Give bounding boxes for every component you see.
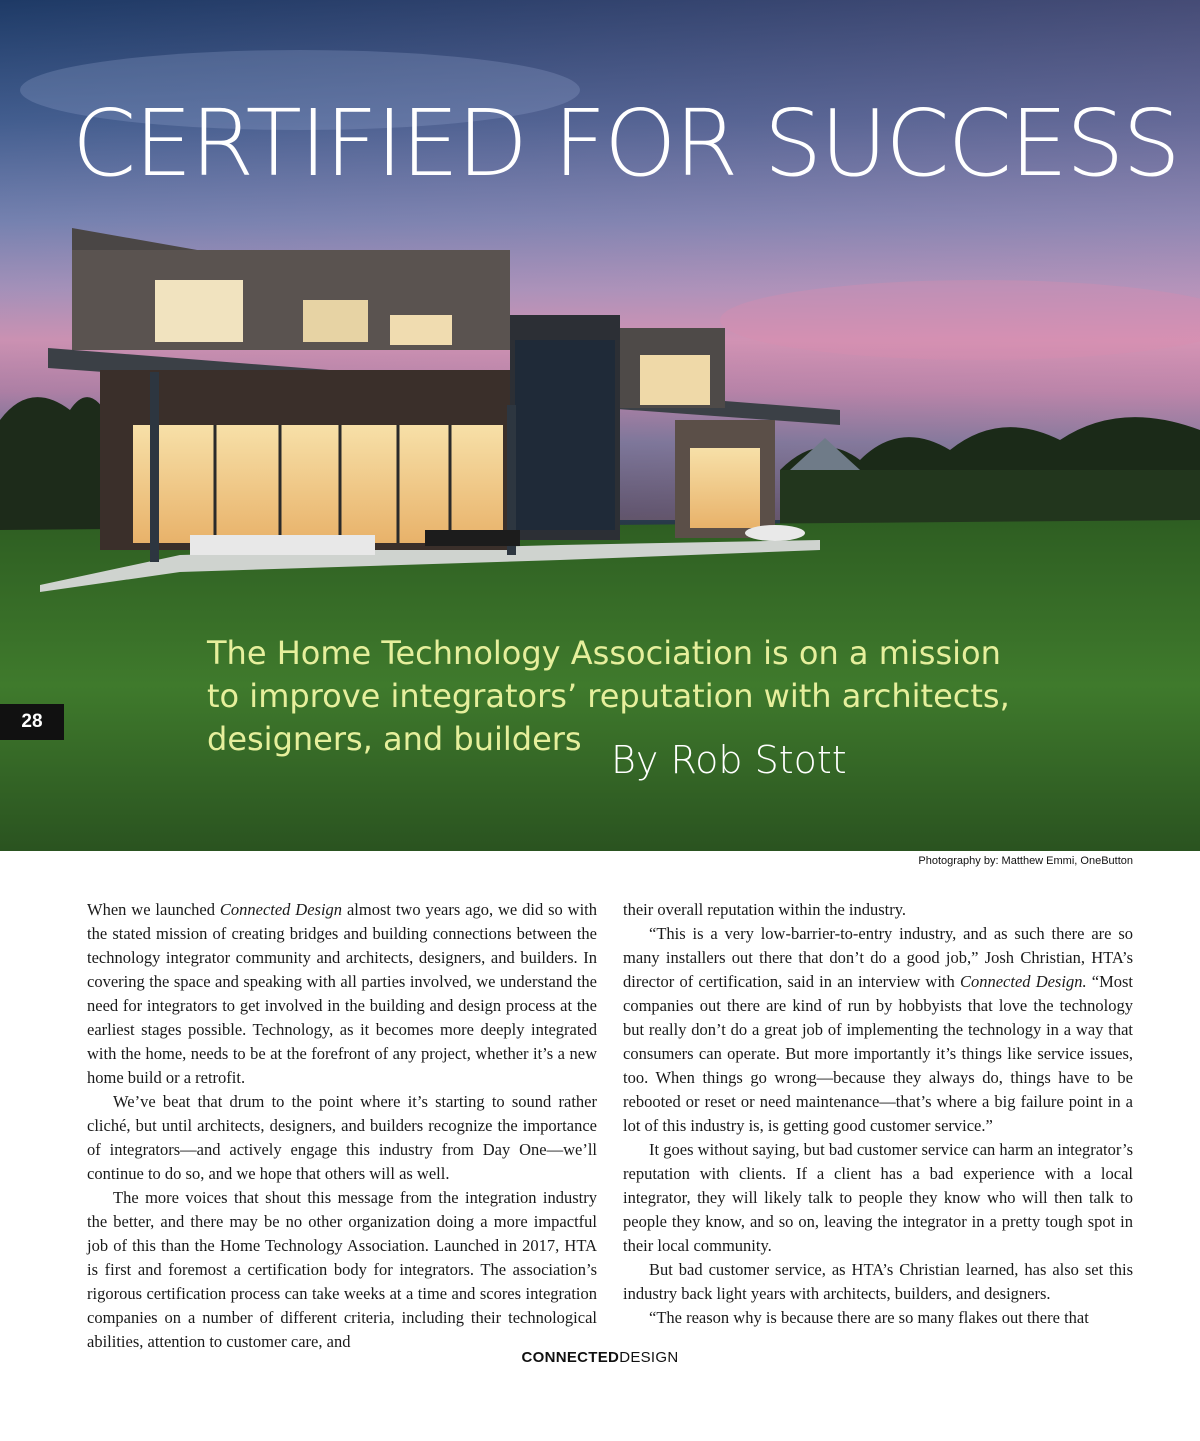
headline: CERTIFIED FOR SUCCESS — [72, 90, 1179, 197]
footer-logo: CONNECTEDDESIGN — [521, 1349, 679, 1366]
page-number: 28 — [0, 704, 64, 740]
paragraph: It goes without saying, but bad customer service can harm an integrator’s reputation with clients. If a client has a bad experience with a local integrator, they will likely talk to people they know who will then talk to people they know, and so on, leaving the integrator in a pretty tough spot in their local community. — [623, 1140, 1133, 1255]
subheadline: The Home Technology Association is on a mission to improve integrators’ reputation with architects, designers, and builders — [207, 634, 1010, 758]
paragraph: We’ve beat that drum to the point where it’s starting to sound rather cliché, but until architects, designers, and builders recognize the importance of integrators—and actively engage this industry from Day One—we’ll continue to do so, and we hope that others will as well. — [87, 1092, 597, 1183]
photo-credit: Photography by: Matthew Emmi, OneButton — [918, 855, 1133, 867]
article-column-right — [623, 898, 1133, 1330]
paragraph: But bad customer service, as HTA’s Christian learned, has also set this industry back light years with architects, builders, and designers. — [623, 1260, 1133, 1303]
paragraph: The more voices that shout this message from the integration industry the better, and there may be no other organization doing a more impactful job of this than the Home Technology Association. Launched in 2017, HTA is first and foremost a certification body for integrators. The association’s rigorous certification process can take weeks at a time and scores integration companies on a number of different criteria, including their technological abilities, attention to customer care, and — [87, 1188, 597, 1351]
article-column-left — [87, 898, 597, 1354]
byline: By Rob Stott — [611, 738, 847, 782]
paragraph: “This is a very low-barrier-to-entry industry, and as such there are so many installers out there that don’t do a good job,” Josh Christian, HTA’s director of certification, said in an interview with Connected Design. “Most companies out there are kind of run by hobbyists that love the technology but really don’t do a great job of implementing the technology in a way that consumers can operate. But more importantly it’s things like service issues, too. When things go wrong—because they always do, things have to be rebooted or reset or need maintenance—that’s where a big failure point in a lot of this industry is, is getting good customer service.” — [623, 924, 1133, 1135]
paragraph: When we launched Connected Design almost two years ago, we did so with the stated mission of creating bridges and building connections between the technology integrator community and architects, designers, and builders. In covering the space and speaking with all parties involved, we understand the need for integrators to get involved in the building and design process at the earliest stages possible. Technology, as it becomes more deeply integrated with the home, needs to be at the forefront of any project, whether it’s a new home build or a retrofit. — [87, 900, 597, 1087]
paragraph: their overall reputation within the industry. — [623, 900, 907, 919]
paragraph: “The reason why is because there are so many flakes out there that — [649, 1308, 1089, 1327]
